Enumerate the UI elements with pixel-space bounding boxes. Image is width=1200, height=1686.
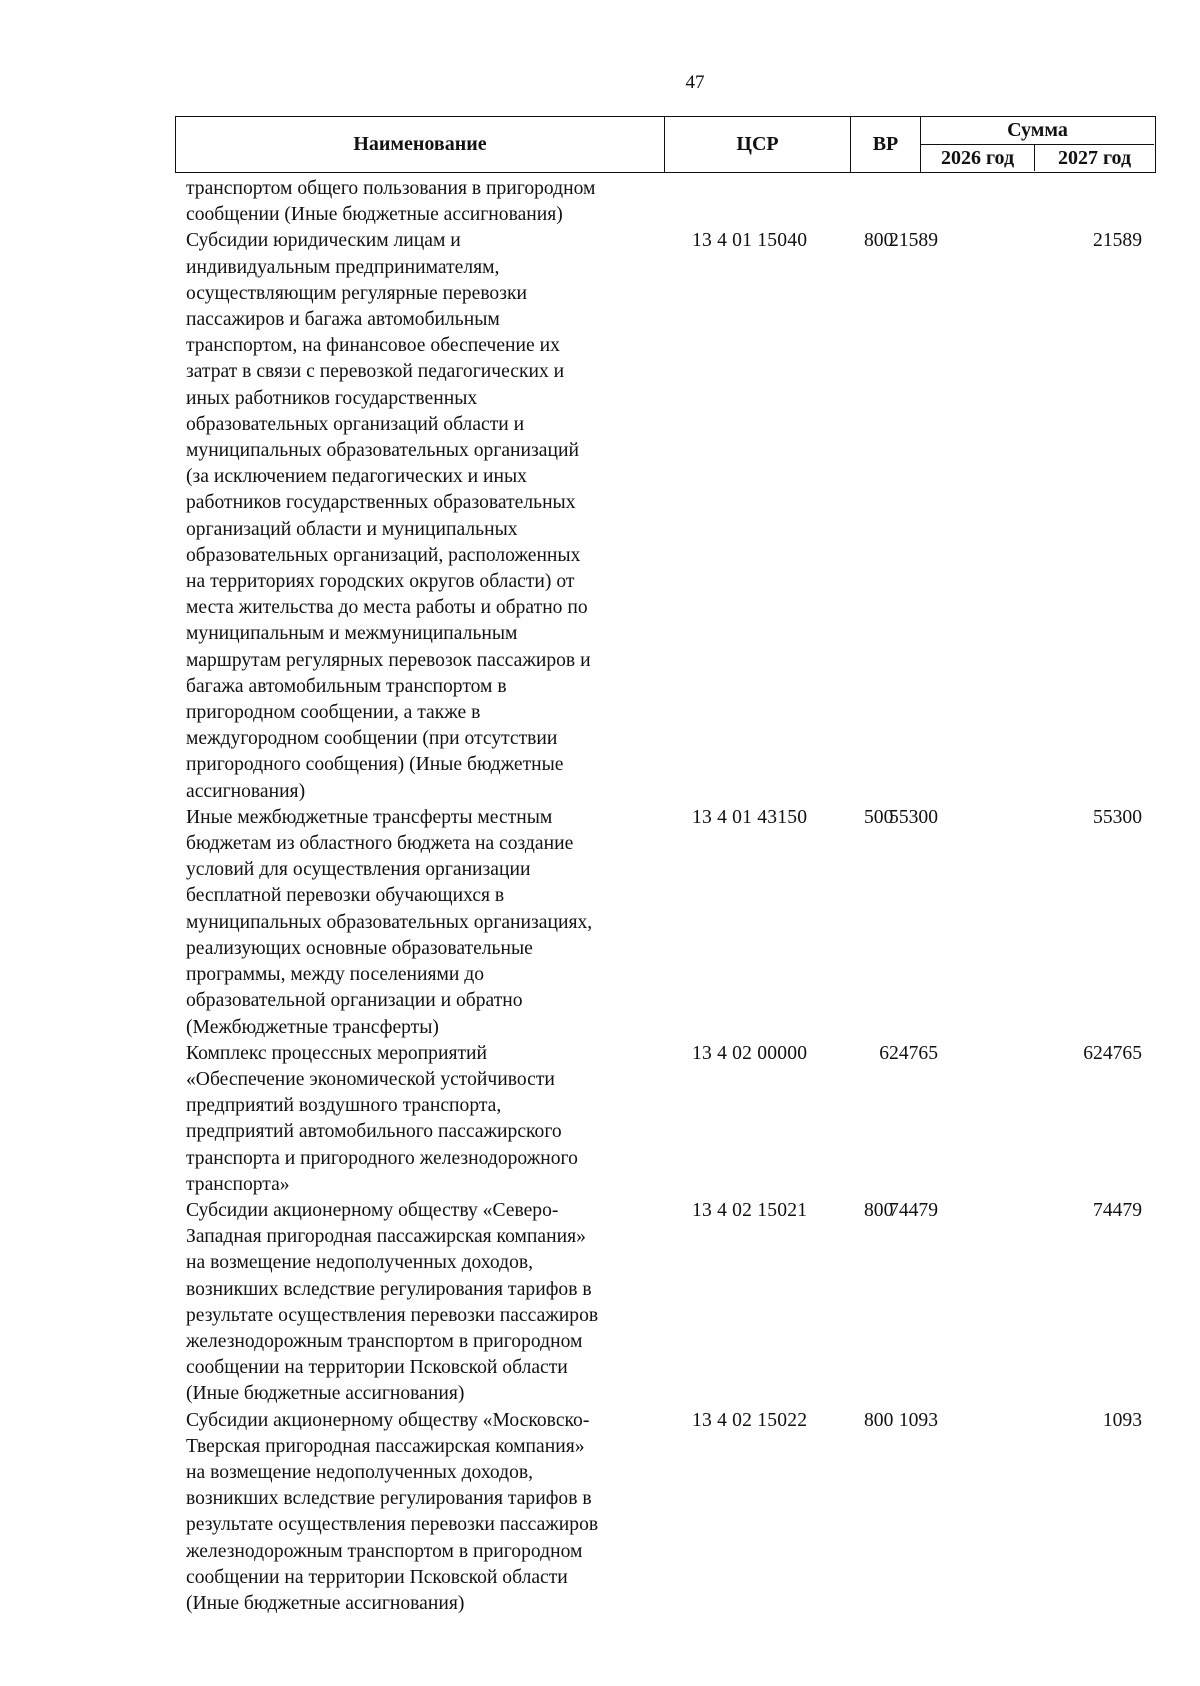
row-csr: 13 4 01 43150 xyxy=(692,806,808,828)
row-sum-2026: 21589 xyxy=(889,230,938,252)
row-csr: 13 4 02 00000 xyxy=(692,1042,808,1064)
row-vr: 800 xyxy=(864,1409,894,1431)
table-row xyxy=(186,1041,1146,1198)
row-vr: 500 xyxy=(864,806,894,828)
row-name: Комплекс процессных мероприятий «Обеспечение экономической устойчивости предприятий воздушного транспорта, предприятий автомобильного пассажирского транспорта и пригородного железнодорожного транспорта» xyxy=(186,1042,578,1195)
row-csr: 13 4 02 15022 xyxy=(692,1409,808,1431)
row-sum-2026: 74479 xyxy=(889,1199,938,1221)
row-csr: 13 4 01 15040 xyxy=(692,230,808,252)
header-vr: ВР xyxy=(851,117,921,172)
row-vr: 800 xyxy=(864,1199,894,1221)
row-sum-2027: 21589 xyxy=(1093,230,1142,252)
row-name: Субсидии акционерному обществу «Московско- Тверская пригородная пассажирская компания» на возмещение недополученных доходов, возникших вследствие регулирования тарифов в результате осуществления перевозки пассажиров железнодорожным транспортом в пригородном сообщении на территории Псковской области (Иные бюджетные ассигнования) xyxy=(186,1409,599,1614)
row-csr: 13 4 02 15021 xyxy=(692,1199,808,1221)
row-sum-2027: 1093 xyxy=(1102,1409,1142,1431)
row-sum-2026: 1093 xyxy=(898,1409,938,1431)
header-year-2027: 2027 год xyxy=(1057,146,1132,169)
header-name: Наименование xyxy=(176,117,665,172)
row-sum-2027: 55300 xyxy=(1093,806,1142,828)
row-sum-2027: 74479 xyxy=(1093,1199,1142,1221)
row-sum-2026: 624765 xyxy=(879,1042,938,1064)
header-year-2026: 2026 год xyxy=(921,145,1035,171)
table-header xyxy=(175,116,1156,173)
row-name: Субсидии юридическим лицам и индивидуальным предпринимателям, осуществляющим регулярные перевозки пассажиров и багажа автомобильным транспортом, на финансовое обеспечение их затрат в связи с перевозкой педагогических и иных работников государственных образовательных организаций области и муниципальных образовательных организаций (за исключением педагогических и иных работников государственных образовательных организаций области и муниципальных образовательных организаций, расположенных на территориях городских округов области) от места жительства до места работы и обратно по муниципальным и межмуниципальным маршрутам регулярных перевозок пассажиров и багажа автомобильным транспортом в пригородном сообщении, а также в междугородном сообщении (при отсутствии пригородного сообщения) (Иные бюджетные ассигнования) xyxy=(186,230,591,802)
row-name: Субсидии акционерному обществу «Северо- Западная пригородная пассажирская компания» на возмещение недополученных доходов, возникших вследствие регулирования тарифов в результате осуществления перевозки пассажиров железнодорожным транспортом в пригородном сообщении на территории Псковской области (Иные бюджетные ассигнования) xyxy=(186,1199,599,1405)
row-sum-2027: 624765 xyxy=(1083,1042,1142,1064)
table-body xyxy=(186,176,1146,1617)
table-row xyxy=(186,805,1146,1041)
row-sum-2026: 55300 xyxy=(889,806,938,828)
header-csr: ЦСР xyxy=(665,117,851,172)
table-row xyxy=(186,1198,1146,1408)
table-row xyxy=(186,1408,1146,1618)
row-name: транспортом общего пользования в пригородном сообщении (Иные бюджетные ассигнования) xyxy=(186,178,596,226)
table-row xyxy=(186,176,1146,228)
header-sum: Сумма xyxy=(921,117,1154,145)
page-number: 47 xyxy=(685,72,705,93)
row-name: Иные межбюджетные трансферты местным бюджетам из областного бюджета на создание условий для осуществления организации бесплатной перевозки обучающихся в муниципальных образовательных организациях, реализующих основные образовательные программы, между поселениями до образовательной организации и обратно (Межбюджетные трансферты) xyxy=(186,806,593,1038)
row-vr: 800 xyxy=(864,230,894,252)
table-row xyxy=(186,228,1146,804)
